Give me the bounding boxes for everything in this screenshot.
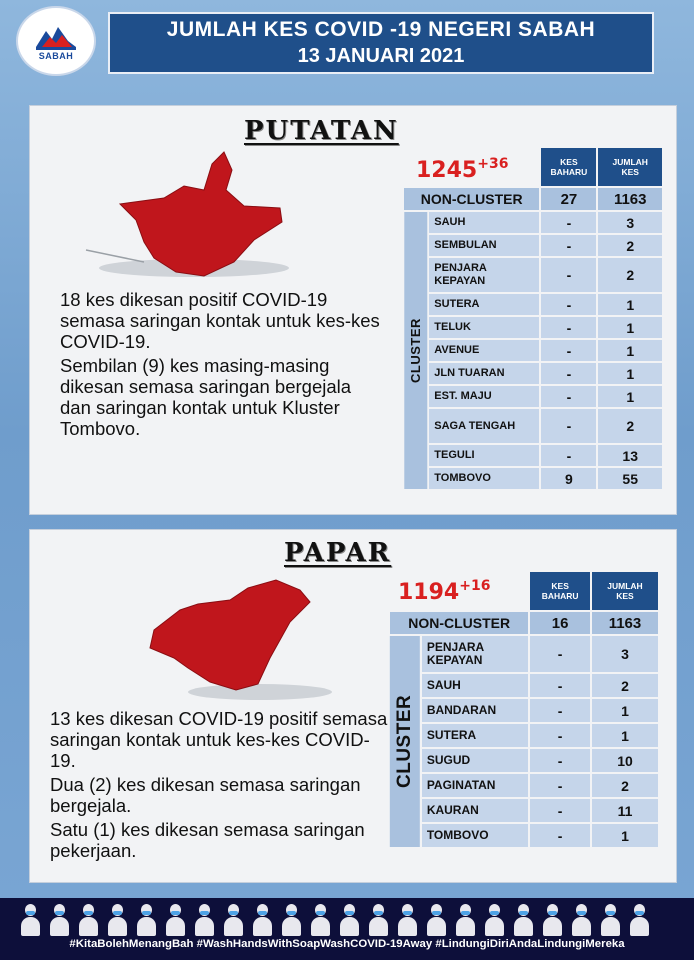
- table-row: [390, 824, 658, 847]
- cluster-name: SAGA TENGAH: [429, 409, 539, 443]
- footer-banner: [0, 898, 694, 960]
- table-row: [404, 445, 662, 466]
- cluster-name: SUTERA: [429, 294, 539, 315]
- cluster-name: EST. MAJU: [429, 386, 539, 407]
- papar-col-new-header: KES BAHARU: [530, 572, 590, 610]
- table-row: [404, 317, 662, 338]
- cluster-new: -: [541, 258, 596, 292]
- cluster-total: 1: [598, 363, 662, 384]
- cluster-name: PENJARA KEPAYAN: [422, 636, 529, 672]
- cluster-name: BANDARAN: [422, 699, 529, 722]
- table-row: [390, 674, 658, 697]
- cluster-name: TOMBOVO: [429, 468, 539, 489]
- cluster-new: -: [541, 363, 596, 384]
- papar-panel: [30, 530, 676, 882]
- cluster-new: -: [530, 724, 590, 747]
- papar-non-cluster-label: NON-CLUSTER: [390, 612, 528, 634]
- cluster-new: -: [541, 235, 596, 256]
- table-row: [404, 409, 662, 443]
- cluster-total: 2: [598, 258, 662, 292]
- header-title: JUMLAH KES COVID -19 NEGERI SABAH: [166, 18, 596, 41]
- cluster-name: SUGUD: [422, 749, 529, 772]
- putatan-non-cluster-row: [404, 188, 662, 210]
- table-row: [390, 636, 658, 672]
- cluster-total: 55: [598, 468, 662, 489]
- table-row: [404, 340, 662, 361]
- table-row: [390, 724, 658, 747]
- cluster-total: 2: [598, 235, 662, 256]
- sabah-government-logo-icon: [32, 21, 80, 53]
- cluster-total: 1: [598, 294, 662, 315]
- papar-non-cluster-row: [390, 612, 658, 634]
- putatan-panel: [30, 106, 676, 514]
- cluster-name: AVENUE: [429, 340, 539, 361]
- papar-non-cluster-total: 1163: [592, 612, 658, 634]
- putatan-col-new-header: KES BAHARU: [541, 148, 596, 186]
- papar-col-total-header: JUMLAH KES: [592, 572, 658, 610]
- cluster-total: 10: [592, 749, 658, 772]
- cluster-total: 1: [598, 317, 662, 338]
- cluster-new: -: [530, 699, 590, 722]
- cluster-total: 2: [592, 674, 658, 697]
- papar-description-3: Satu (1) kes dikesan semasa saringan pekerjaan.: [50, 819, 365, 861]
- cluster-name: SAUH: [429, 212, 539, 233]
- table-row: [404, 294, 662, 315]
- masked-people-icon: [18, 900, 652, 938]
- putatan-cluster-label: CLUSTER: [404, 212, 427, 489]
- cluster-new: -: [541, 409, 596, 443]
- cluster-name: SEMBULAN: [429, 235, 539, 256]
- page-header: [108, 12, 654, 74]
- putatan-cases-table: [402, 146, 664, 491]
- papar-description-1: 13 kes dikesan COVID-19 positif semasa saringan kontak untuk kes-kes COVID-19.: [50, 708, 388, 771]
- cluster-new: -: [530, 749, 590, 772]
- cluster-new: -: [530, 774, 590, 797]
- cluster-new: -: [541, 294, 596, 315]
- cluster-total: 1: [598, 386, 662, 407]
- table-row: [390, 699, 658, 722]
- cluster-new: -: [541, 212, 596, 233]
- cluster-name: SAUH: [422, 674, 529, 697]
- cluster-new: -: [541, 445, 596, 466]
- table-row: [404, 258, 662, 292]
- table-row: [404, 468, 662, 489]
- cluster-new: 9: [541, 468, 596, 489]
- cluster-new: -: [530, 636, 590, 672]
- cluster-total: 3: [598, 212, 662, 233]
- cluster-total: 13: [598, 445, 662, 466]
- putatan-title: PUTATAN: [244, 116, 399, 146]
- cluster-name: PENJARA KEPAYAN: [429, 258, 539, 292]
- cluster-name: TOMBOVO: [422, 824, 529, 847]
- cluster-new: -: [530, 799, 590, 822]
- cluster-name: TEGULI: [429, 445, 539, 466]
- putatan-non-cluster-new: 27: [541, 188, 596, 210]
- table-row: [404, 212, 662, 233]
- cluster-name: TELUK: [429, 317, 539, 338]
- putatan-map-icon: [84, 150, 294, 282]
- papar-total-value: 1194: [398, 580, 460, 605]
- putatan-description-1: 18 kes dikesan positif COVID-19 semasa saringan kontak untuk kes-kes COVID-19.: [60, 289, 380, 352]
- papar-description: [50, 708, 390, 864]
- putatan-non-cluster-total: 1163: [598, 188, 662, 210]
- cluster-name: SUTERA: [422, 724, 529, 747]
- cluster-total: 1: [592, 699, 658, 722]
- papar-description-2: Dua (2) kes dikesan semasa saringan bergejala.: [50, 774, 361, 816]
- table-row: [390, 799, 658, 822]
- footer-hashtags: #KitaBolehMenangBah #WashHandsWithSoapWashCOVID-19Away #LindungiDiriAndaLindungiMereka: [69, 938, 625, 950]
- cluster-total: 1: [592, 724, 658, 747]
- cluster-new: -: [541, 340, 596, 361]
- putatan-non-cluster-label: NON-CLUSTER: [404, 188, 539, 210]
- papar-cases-table: [388, 570, 660, 849]
- cluster-new: -: [530, 824, 590, 847]
- cluster-total: 2: [598, 409, 662, 443]
- putatan-total-value: 1245: [416, 158, 478, 183]
- putatan-total-new: +36: [477, 156, 509, 172]
- cluster-total: 1: [598, 340, 662, 361]
- table-row: [390, 749, 658, 772]
- header-date: 13 JANUARI 2021: [297, 45, 465, 67]
- cluster-name: KAURAN: [422, 799, 529, 822]
- table-row: [404, 363, 662, 384]
- papar-cluster-label: CLUSTER: [390, 636, 420, 847]
- putatan-col-total-header: JUMLAH KES: [598, 148, 662, 186]
- cluster-total: 11: [592, 799, 658, 822]
- table-row: [404, 235, 662, 256]
- papar-total-new: +16: [459, 578, 491, 594]
- logo-text: SABAH: [38, 51, 74, 61]
- cluster-total: 1: [592, 824, 658, 847]
- cluster-new: -: [541, 317, 596, 338]
- table-row: [390, 774, 658, 797]
- table-row: [404, 386, 662, 407]
- cluster-total: 2: [592, 774, 658, 797]
- sabah-logo: [16, 6, 96, 76]
- papar-title: PAPAR: [284, 538, 392, 568]
- cluster-new: -: [530, 674, 590, 697]
- cluster-name: PAGINATAN: [422, 774, 529, 797]
- papar-non-cluster-new: 16: [530, 612, 590, 634]
- cluster-name: JLN TUARAN: [429, 363, 539, 384]
- putatan-description: [60, 289, 380, 442]
- putatan-description-2: Sembilan (9) kes masing-masing dikesan semasa saringan bergejala dan saringan kontak untuk Kluster Tombovo.: [60, 355, 352, 439]
- cluster-new: -: [541, 386, 596, 407]
- papar-map-icon: [140, 574, 340, 704]
- cluster-total: 3: [592, 636, 658, 672]
